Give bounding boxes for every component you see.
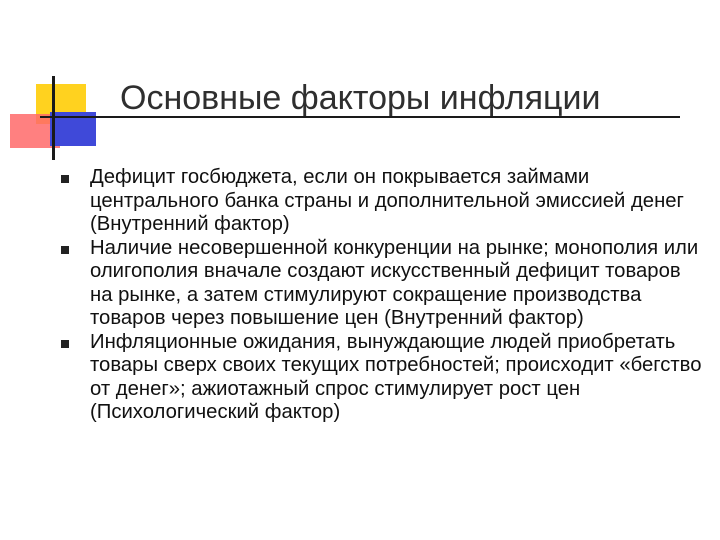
bullet-text: Дефицит госбюджета, если он покрывается займами центрального банка страны и дополнительной эмиссией денег (Внутренний фактор) (90, 166, 684, 235)
bullet-list (52, 166, 702, 425)
square-bullet-icon (61, 340, 69, 348)
bullet-item (52, 237, 702, 331)
bullet-item (52, 166, 702, 237)
square-bullet-icon (61, 175, 69, 183)
bullet-text: Наличие несовершенной конкуренции на рынке; монополия или олигополия вначале создают искусственный дефицит товаров на рынке, а затем стимулируют сокращение производства товаров через повышение цен (Внутренний фактор) (90, 236, 699, 329)
square-bullet-icon (61, 246, 69, 254)
bullet-text: Инфляционные ожидания, вынуждающие людей приобретать товары сверх своих текущих потребностей; происходит «бегство от денег»; ажиотажный спрос стимулирует рост цен (Психологический фактор) (90, 330, 702, 423)
bullet-item (52, 331, 702, 425)
slide-title: Основные факторы инфляции (120, 79, 601, 117)
